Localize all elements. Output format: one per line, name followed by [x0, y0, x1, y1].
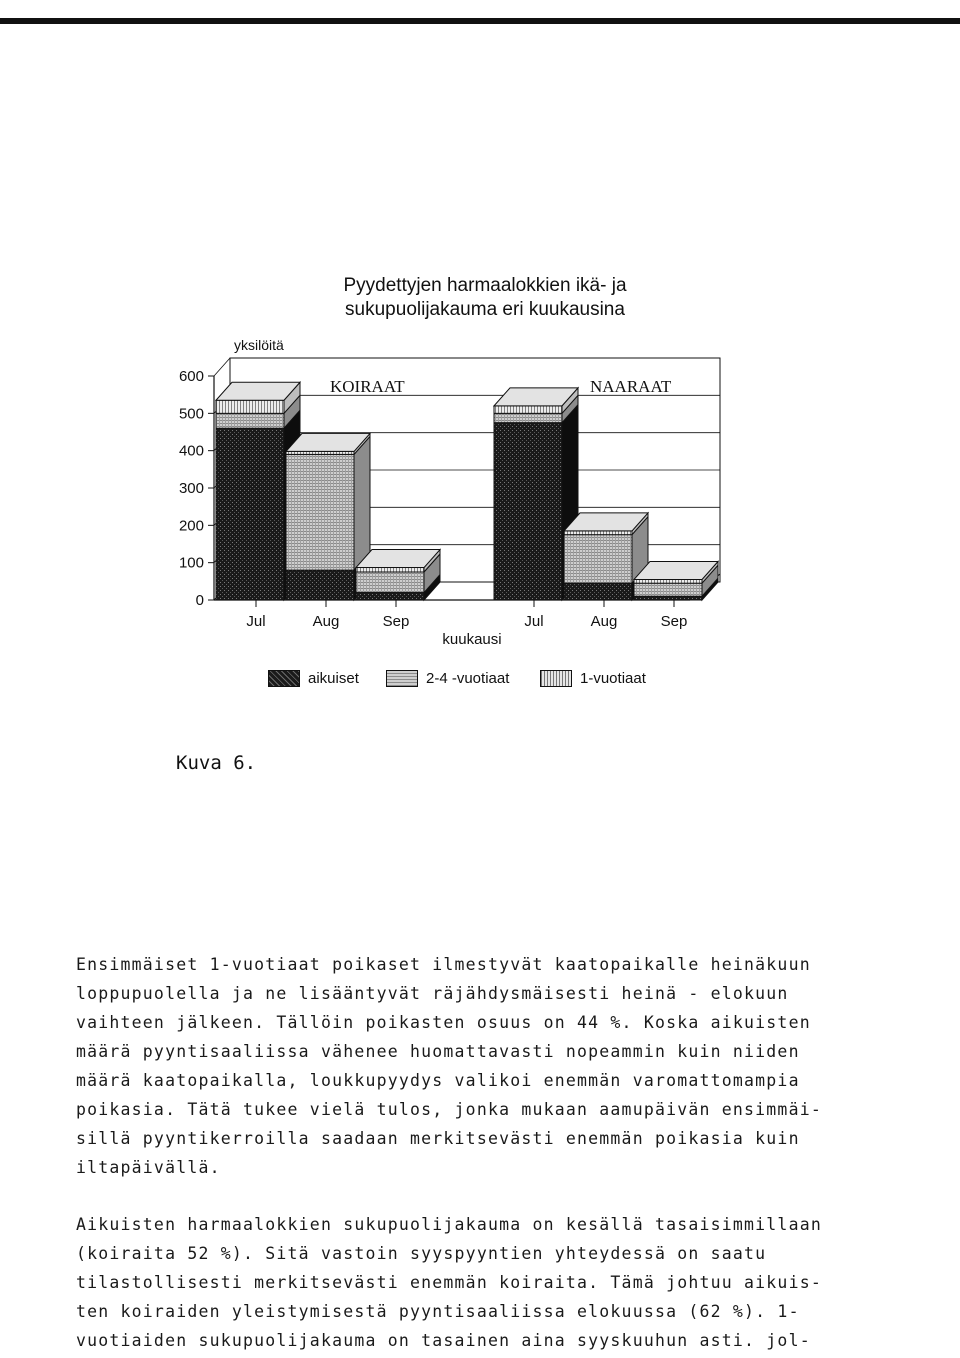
bar-segment-1-year-olds [634, 579, 702, 583]
bar-segment-2-4-year-olds [216, 413, 284, 428]
bar-segment-1-year-olds [356, 568, 424, 572]
bar-segment-adults [286, 570, 354, 600]
paragraph-1-line: iltapäivällä. [76, 1158, 221, 1177]
panel-label: NAARAAT [590, 377, 672, 396]
x-tick-label: Sep [382, 613, 410, 630]
bar-segment-adults [216, 428, 284, 600]
paragraph-2-line: Aikuisten harmaalokkien sukupuolijakauma on kesällä tasaisimmillaan [76, 1215, 822, 1234]
legend-label-adults: aikuiset [308, 670, 359, 687]
figure-title-line-1: Pyydettyjen harmaalokkien ikä- ja [343, 275, 627, 296]
x-tick-label: Aug [312, 613, 340, 630]
legend-swatch-2-4-year-olds [386, 670, 418, 687]
gridline-diagonal [214, 358, 230, 376]
y-tick-label: 0 [195, 592, 204, 609]
bar-segment-adults [634, 596, 702, 600]
bar-segment-2-4-year-olds [356, 572, 424, 593]
legend-item-1-year-olds [540, 670, 646, 687]
x-tick-label: Jul [246, 613, 266, 630]
legend-label-1-year-olds: 1-vuotiaat [580, 670, 646, 687]
figure-caption: Kuva 6. [176, 752, 257, 774]
bar-segment-adults [564, 583, 632, 600]
paragraph-1-line: määrä kaatopaikalla, loukkupyydys valikoi enemmän varomattomampia [76, 1071, 800, 1090]
paragraph-1-line: poikasia. Tätä tukee vielä tulos, jonka mukaan aamupäivän ensimmäi- [76, 1100, 822, 1119]
figure-title [250, 274, 720, 322]
bar-segment-2-4-year-olds [494, 413, 562, 422]
paragraph-1-line: määrä pyyntisaaliissa vähenee huomattavasti nopeammin kuin niiden [76, 1042, 800, 1061]
bar-side-2-4-year-olds [354, 436, 370, 570]
legend-label-2-4-year-olds: 2-4 -vuotiaat [426, 670, 510, 687]
paragraph-2 [76, 1210, 876, 1355]
y-tick-label: 300 [178, 480, 204, 497]
legend-item-2-4-year-olds [386, 670, 509, 687]
legend-swatch-adults [268, 670, 300, 687]
scan-top-border [0, 18, 960, 24]
figure-title-line-2: sukupuolijakauma eri kuukausina [345, 299, 625, 320]
x-tick-label: Sep [660, 613, 688, 630]
x-tick-label: Aug [590, 613, 618, 630]
y-tick-label: 600 [178, 368, 204, 385]
bar-segment-2-4-year-olds [634, 583, 702, 596]
panel-label: KOIRAAT [330, 377, 405, 396]
bar-segment-1-year-olds [564, 531, 632, 535]
paragraph-2-line: (koiraita 52 %). Sitä vastoin syyspyyntien yhteydessä on saatu [76, 1244, 767, 1263]
bar-segment-2-4-year-olds [286, 454, 354, 570]
y-tick-label: 100 [178, 554, 204, 572]
age-sex-bar-chart [0, 330, 960, 660]
y-tick-label: 500 [178, 405, 204, 423]
legend-item-adults [268, 670, 359, 687]
x-tick-label: Jul [524, 613, 544, 630]
bar-segment-adults [494, 423, 562, 600]
x-axis-label: kuukausi [442, 631, 502, 648]
y-tick-label: 200 [178, 517, 204, 535]
paragraph-2-line: ten koiraiden yleistymisestä pyyntisaaliissa elokuussa (62 %). 1- [76, 1302, 800, 1321]
paragraph-1-line: Ensimmäiset 1-vuotiaat poikaset ilmestyvät kaatopaikalle heinäkuun [76, 955, 811, 974]
y-tick-label: 400 [178, 442, 204, 460]
chart-legend [268, 670, 748, 690]
paragraph-1-line: loppupuolella ja ne lisääntyvät räjähdysmäisesti heinä - elokuun [76, 984, 789, 1003]
y-axis-label: yksilöitä [234, 337, 284, 353]
bar-segment-1-year-olds [216, 400, 284, 413]
paragraph-1 [76, 950, 876, 1182]
paragraph-2-line: tilastollisesti merkitsevästi enemmän koiraita. Tämä johtuu aikuis- [76, 1273, 822, 1292]
paragraph-1-line: sillä pyyntikerroilla saadaan merkitsevästi enemmän poikasia kuin [76, 1129, 800, 1148]
paragraph-2-line: vuotiaiden sukupuolijakauma on tasainen aina syyskuuhun asti. jol- [76, 1331, 811, 1350]
paragraph-1-line: vaihteen jälkeen. Tällöin poikasten osuus on 44 %. Koska aikuisten [76, 1013, 811, 1032]
legend-swatch-1-year-olds [540, 670, 572, 687]
bar-segment-2-4-year-olds [564, 535, 632, 584]
bar-segment-1-year-olds [494, 406, 562, 413]
bar-segment-adults [356, 593, 424, 600]
